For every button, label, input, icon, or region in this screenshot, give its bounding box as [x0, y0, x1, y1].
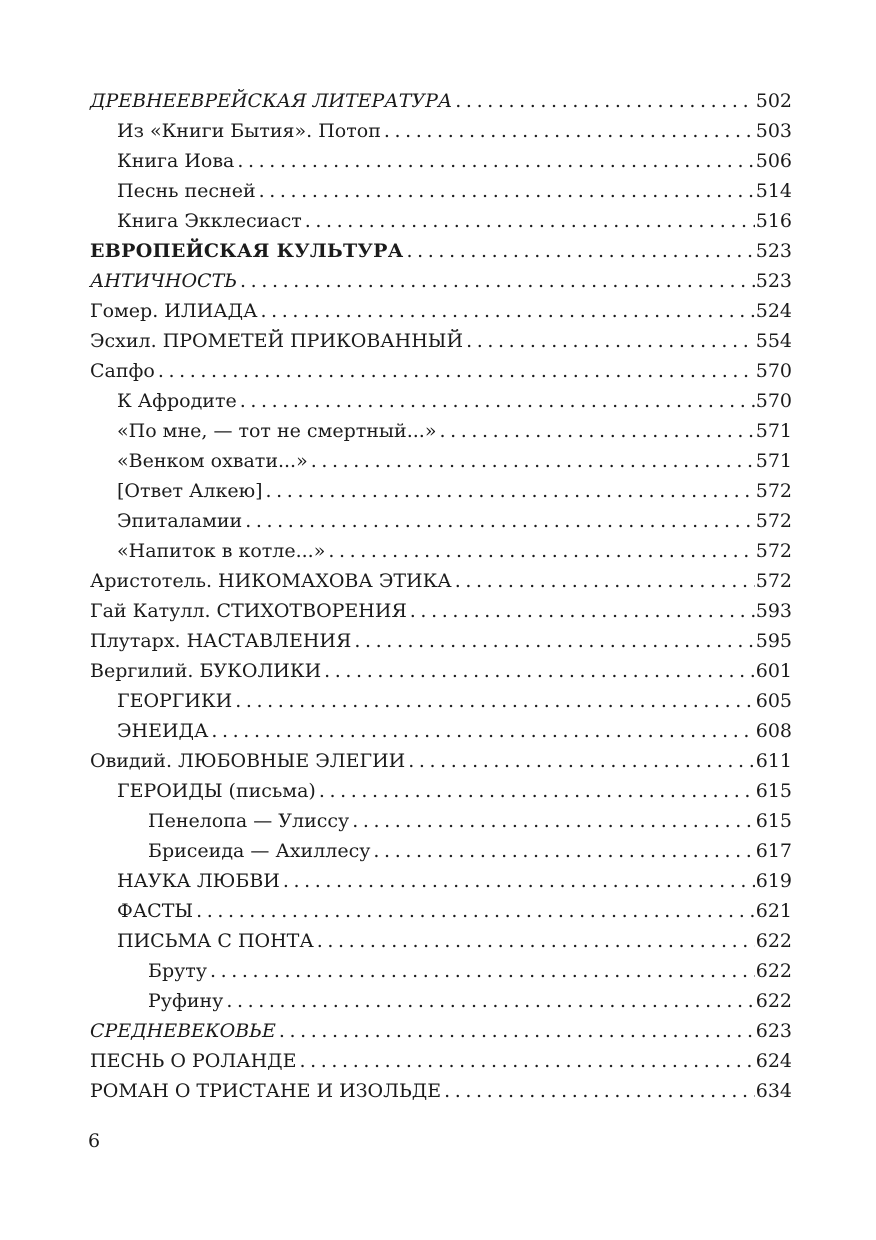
- toc-entry: [90, 566, 792, 596]
- dot-leader: [211, 716, 754, 746]
- toc-entry-page: 506: [755, 150, 792, 172]
- dot-leader: [373, 836, 754, 866]
- toc-entry-title: Эсхил. ПРОМЕТЕЙ ПРИКОВАННЫЙ: [90, 330, 464, 352]
- toc-entry-title: [Ответ Алкею]: [117, 480, 263, 502]
- toc-entry: [90, 686, 792, 716]
- toc-entry: [90, 626, 792, 656]
- toc-entry-page: 615: [755, 810, 792, 832]
- toc-entry-page: 611: [755, 750, 792, 772]
- dot-leader: [466, 326, 755, 356]
- toc-entry: [90, 86, 792, 116]
- dot-leader: [354, 626, 754, 656]
- toc-entry-page: 595: [755, 630, 792, 652]
- dot-leader: [328, 536, 754, 566]
- dot-leader: [283, 866, 755, 896]
- dot-leader: [324, 656, 755, 686]
- toc-entry-title: Бруту: [148, 960, 207, 982]
- toc-entry-title: Книга Иова: [117, 150, 235, 172]
- toc-entry: [90, 446, 792, 476]
- dot-leader: [196, 896, 755, 926]
- toc-entry-title: ПЕСНЬ О РОЛАНДЕ: [90, 1050, 297, 1072]
- dot-leader: [311, 446, 755, 476]
- toc-entry: [90, 656, 792, 686]
- toc-entry: [90, 236, 792, 266]
- toc-entry-title: ГЕОРГИКИ: [117, 690, 233, 712]
- toc-entry-page: 571: [755, 420, 792, 442]
- toc-entry-title: СРЕДНЕВЕКОВЬЕ: [90, 1020, 276, 1042]
- toc-entry: [90, 866, 792, 896]
- toc-list: [90, 86, 792, 1106]
- dot-leader: [266, 476, 755, 506]
- toc-entry-page: 593: [755, 600, 792, 622]
- dot-leader: [240, 386, 755, 416]
- toc-entry-page: 572: [755, 480, 792, 502]
- toc-entry-title: Овидий. ЛЮБОВНЫЕ ЭЛЕГИИ: [90, 750, 406, 772]
- toc-entry-title: «Напиток в котле...»: [117, 540, 326, 562]
- dot-leader: [352, 806, 755, 836]
- toc-entry-title: ЭНЕИДА: [117, 720, 209, 742]
- toc-entry-title: Руфину: [148, 990, 224, 1012]
- toc-entry: [90, 116, 792, 146]
- toc-entry-page: 623: [755, 1020, 792, 1042]
- toc-entry-title: Брисеида — Ахиллесу: [148, 840, 371, 862]
- toc-entry-title: Из «Книги Бытия». Потоп: [117, 120, 381, 142]
- toc-entry-page: 605: [755, 690, 792, 712]
- toc-entry-page: 572: [755, 570, 792, 592]
- toc-entry-page: 523: [755, 270, 792, 292]
- dot-leader: [444, 1076, 755, 1106]
- toc-entry-page: 524: [755, 300, 792, 322]
- toc-entry: [90, 296, 792, 326]
- toc-entry: [90, 476, 792, 506]
- toc-entry-title: Песнь песней: [117, 180, 256, 202]
- dot-leader: [259, 176, 755, 206]
- dot-leader: [410, 596, 755, 626]
- toc-entry-title: Плутарх. НАСТАВЛЕНИЯ: [90, 630, 352, 652]
- dot-leader: [210, 956, 755, 986]
- dot-leader: [455, 566, 755, 596]
- toc-entry: [90, 416, 792, 446]
- toc-entry-page: 571: [755, 450, 792, 472]
- toc-entry-page: 622: [755, 930, 792, 952]
- page-number: 6: [88, 1130, 101, 1152]
- dot-leader: [226, 986, 754, 1016]
- toc-entry-page: 523: [755, 240, 792, 262]
- dot-leader: [245, 506, 755, 536]
- toc-entry: [90, 176, 792, 206]
- toc-entry-title: ДРЕВНЕЕВРЕЙСКАЯ ЛИТЕРАТУРА: [90, 90, 453, 112]
- toc-entry-page: 570: [755, 360, 792, 382]
- toc-entry-page: 516: [755, 210, 792, 232]
- toc-entry-page: 615: [755, 780, 792, 802]
- toc-entry: [90, 836, 792, 866]
- toc-entry: [90, 1016, 792, 1046]
- toc-entry-title: Гай Катулл. СТИХОТВОРЕНИЯ: [90, 600, 407, 622]
- dot-leader: [384, 116, 755, 146]
- toc-entry-page: 634: [755, 1080, 792, 1102]
- dot-leader: [305, 206, 755, 236]
- toc-entry-title: ПИСЬМА С ПОНТА: [117, 930, 314, 952]
- toc-entry: [90, 896, 792, 926]
- toc-entry: [90, 986, 792, 1016]
- toc-entry: [90, 956, 792, 986]
- toc-entry: [90, 206, 792, 236]
- toc-entry-title: Сапфо: [90, 360, 155, 382]
- toc-entry: [90, 926, 792, 956]
- toc-entry-title: ГЕРОИДЫ (письма): [117, 780, 316, 802]
- toc-entry-title: Эпиталамии: [117, 510, 243, 532]
- dot-leader: [240, 266, 755, 296]
- toc-entry-title: ЕВРОПЕЙСКАЯ КУЛЬТУРА: [90, 240, 404, 262]
- toc-entry: [90, 806, 792, 836]
- toc-entry: [90, 356, 792, 386]
- toc-entry-page: 514: [755, 180, 792, 202]
- dot-leader: [317, 926, 755, 956]
- dot-leader: [455, 86, 754, 116]
- toc-entry-title: Вергилий. БУКОЛИКИ: [90, 660, 322, 682]
- toc-entry-page: 621: [755, 900, 792, 922]
- toc-entry-page: 619: [755, 870, 792, 892]
- toc-entry-title: РОМАН О ТРИСТАНЕ И ИЗОЛЬДЕ: [90, 1080, 442, 1102]
- toc-entry-page: 617: [755, 840, 792, 862]
- toc-entry: [90, 536, 792, 566]
- toc-entry: [90, 506, 792, 536]
- toc-entry: [90, 716, 792, 746]
- toc-entry-page: 554: [755, 330, 792, 352]
- dot-leader: [235, 686, 755, 716]
- toc-entry: [90, 776, 792, 806]
- toc-entry-title: ФАСТЫ: [117, 900, 194, 922]
- toc-entry: [90, 266, 792, 296]
- dot-leader: [407, 236, 755, 266]
- toc-entry: [90, 746, 792, 776]
- toc-entry: [90, 326, 792, 356]
- toc-entry: [90, 596, 792, 626]
- dot-leader: [158, 356, 755, 386]
- dot-leader: [279, 1016, 755, 1046]
- toc-entry-title: «По мне, — тот не смертный...»: [117, 420, 437, 442]
- toc-entry-title: АНТИЧНОСТЬ: [90, 270, 238, 292]
- toc-entry-page: 572: [755, 540, 792, 562]
- dot-leader: [261, 296, 755, 326]
- toc-entry-title: «Венком охвати...»: [117, 450, 308, 472]
- toc-entry-page: 503: [755, 120, 792, 142]
- toc-entry-title: Пенелопа — Улиссу: [148, 810, 350, 832]
- dot-leader: [237, 146, 754, 176]
- toc-entry-page: 601: [755, 660, 792, 682]
- toc-entry: [90, 1046, 792, 1076]
- toc-entry-page: 622: [755, 990, 792, 1012]
- toc-entry-page: 622: [755, 960, 792, 982]
- toc-entry-page: 608: [755, 720, 792, 742]
- toc-entry-title: НАУКА ЛЮБВИ: [117, 870, 280, 892]
- toc-entry-title: Книга Экклесиаст: [117, 210, 302, 232]
- toc-entry: [90, 386, 792, 416]
- toc-entry-title: К Афродите: [117, 390, 237, 412]
- toc-entry: [90, 1076, 792, 1106]
- toc-entry-page: 570: [755, 390, 792, 412]
- toc-entry-page: 572: [755, 510, 792, 532]
- dot-leader: [439, 416, 754, 446]
- toc-entry-title: Гомер. ИЛИАДА: [90, 300, 258, 322]
- toc-entry-title: Аристотель. НИКОМАХОВА ЭТИКА: [90, 570, 452, 592]
- toc-entry: [90, 146, 792, 176]
- dot-leader: [300, 1046, 755, 1076]
- toc-entry-page: 502: [755, 90, 792, 112]
- dot-leader: [408, 746, 755, 776]
- toc-entry-page: 624: [755, 1050, 792, 1072]
- dot-leader: [319, 776, 755, 806]
